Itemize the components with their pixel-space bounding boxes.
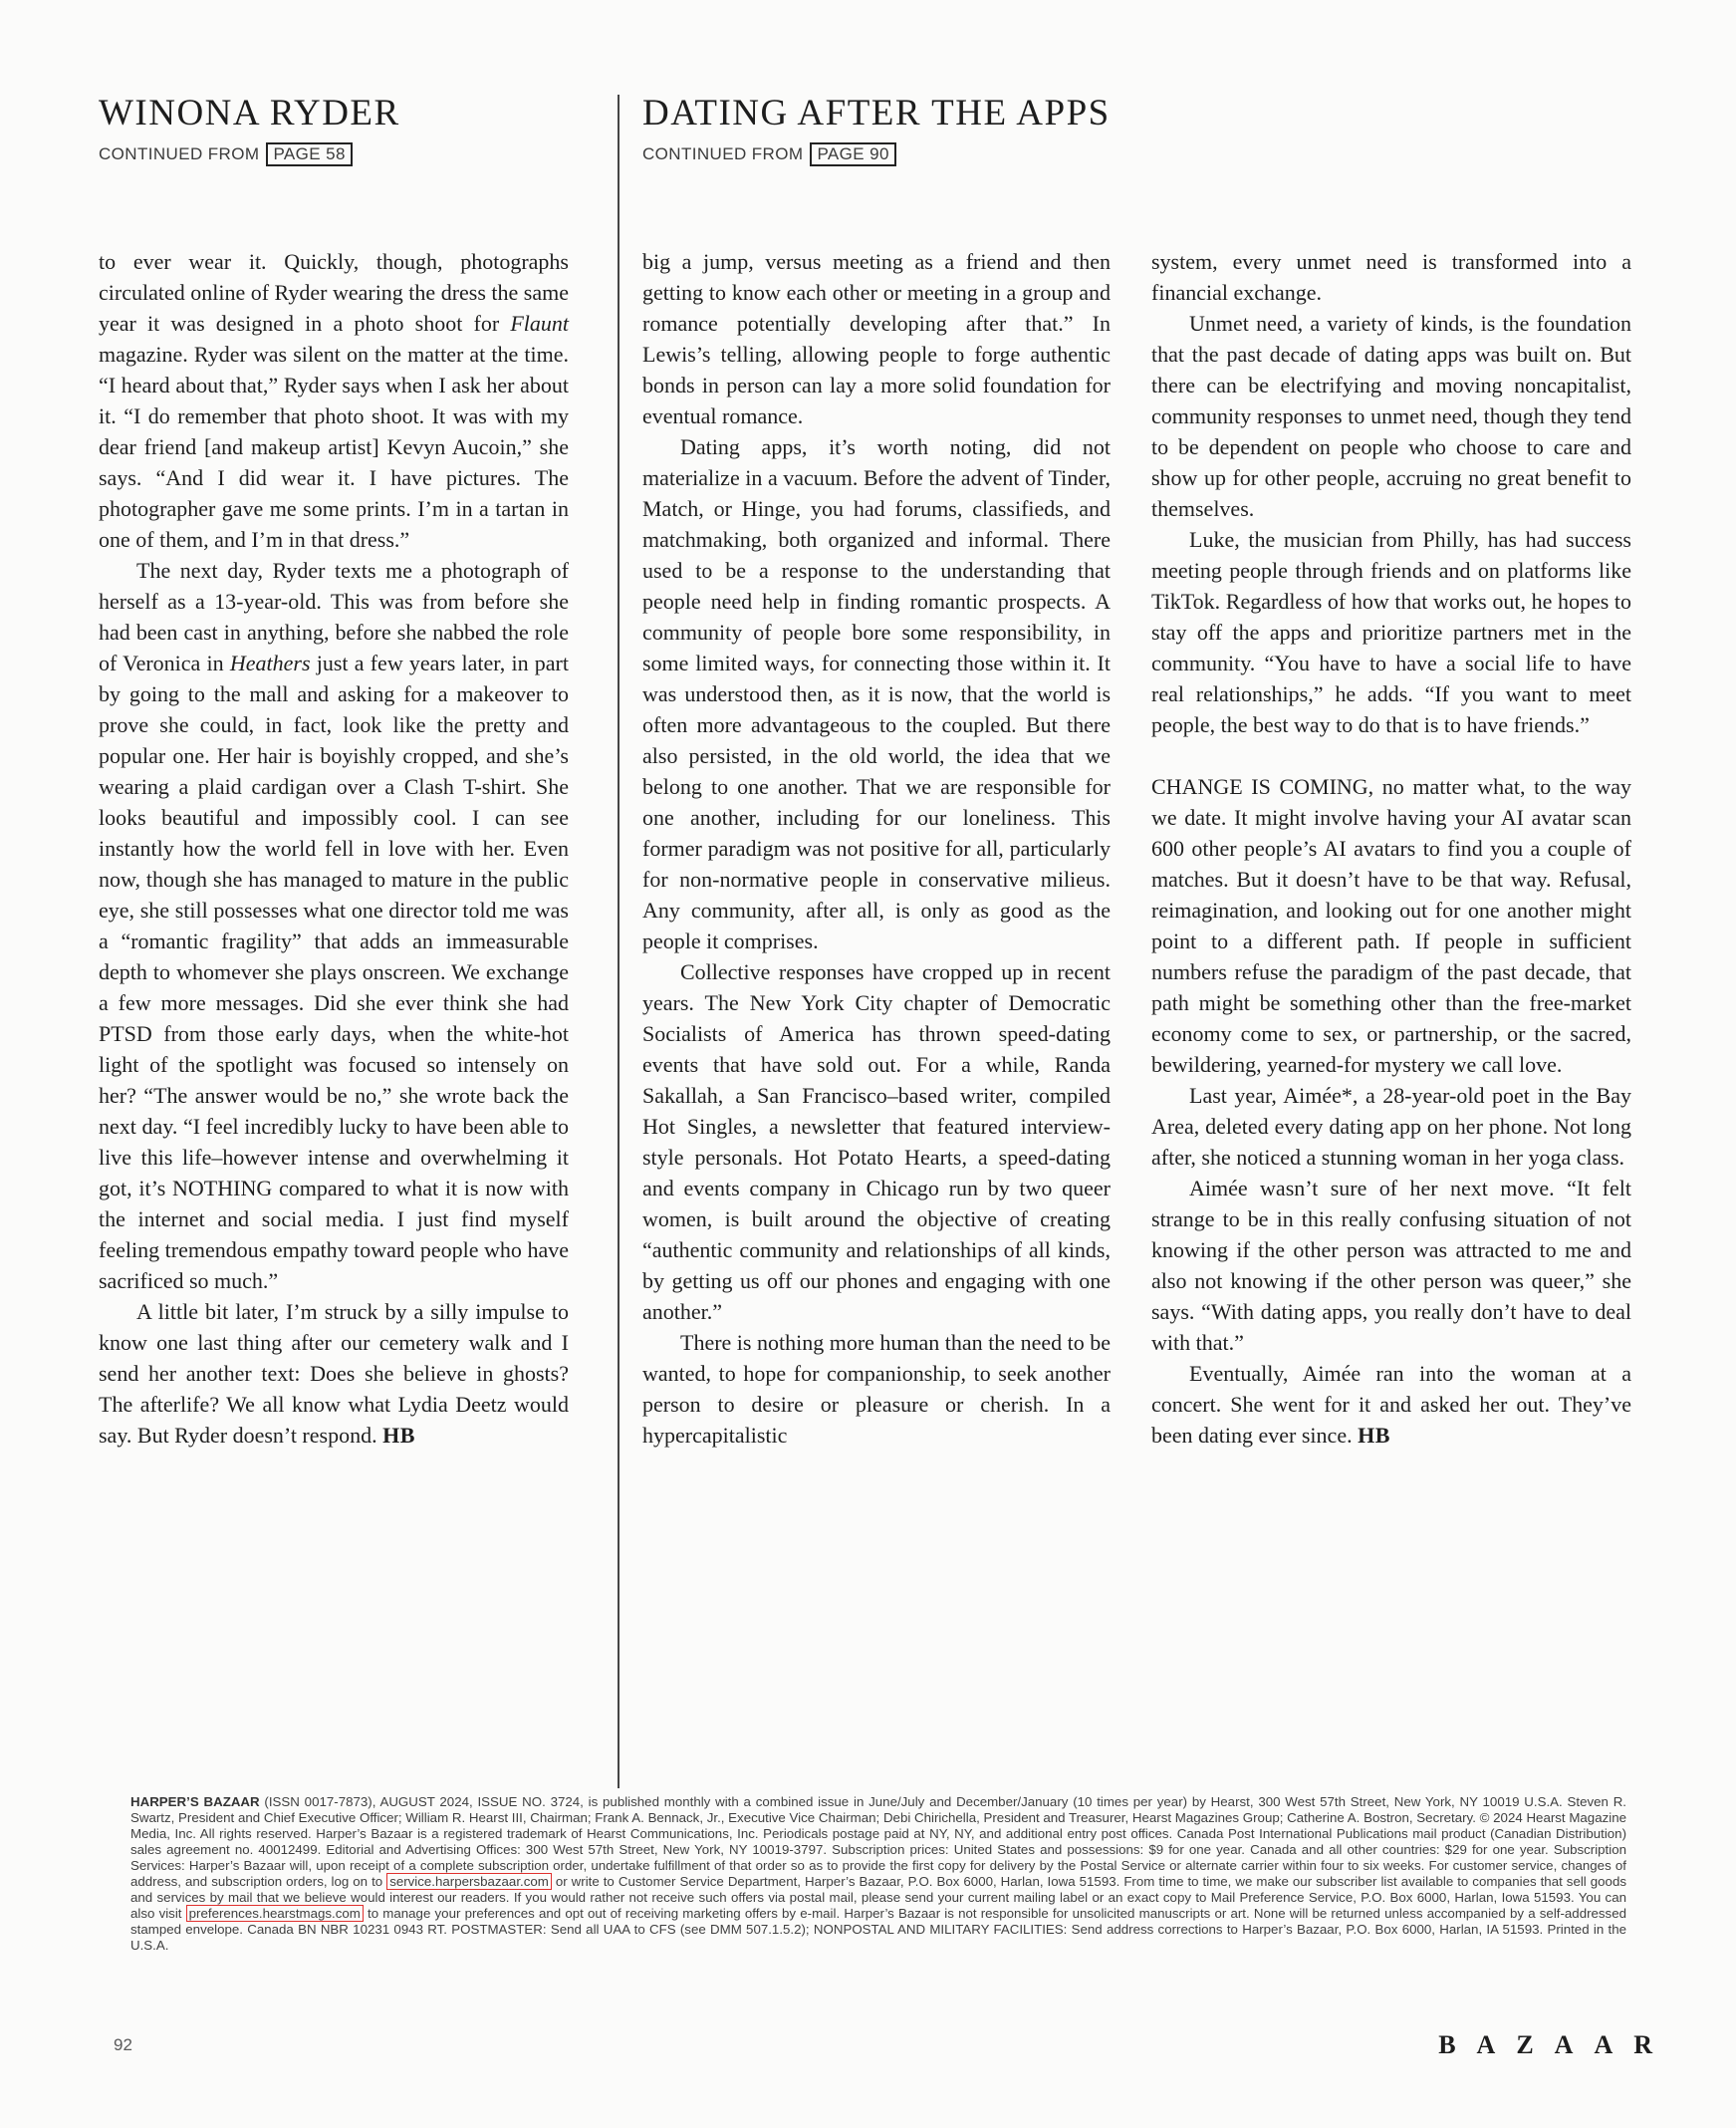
- winona-kicker: [99, 142, 400, 166]
- publication-name: HARPER’S BAZAAR: [130, 1794, 260, 1809]
- dating-kicker-label: CONTINUED FROM: [642, 143, 804, 163]
- page-number: 92: [114, 2035, 132, 2054]
- body-paragraph: There is nothing more human than the need to be wanted, to hope for companionship, to seek another person to desire or pleasure or cherish. In a hypercapitalistic: [642, 1330, 1111, 1448]
- legal-text: to manage your preferences and opt out of receiving marketing offers by e-mail. Harper’s Bazaar is not responsible for unsolicited manuscripts or art. None will be returned unless accompanied by a self-addressed stamped envelope. Canada BN NBR 10231 0943 RT. POSTMASTER: Send all UAA to CFS (see DMM 507.1.5.2); NONPOSTAL AND MILITARY FACILITIES: Send address corrections to Harper’s Bazaar, P.O. Box 6000, Harlan, IA 51593. Printed in the U.S.A.: [130, 1906, 1626, 1953]
- body-paragraph: to ever wear it. Quickly, though, photographs circulated online of Ryder wearing the dress the same year it was designed in a photo shoot for Flaunt magazine. Ryder was silent on the matter at the time. “I heard about that,” Ryder says when I ask her about it. “I do remember that photo shoot. It was with my dear friend [and makeup artist] Kevyn Aucoin,” she says. “And I did wear it. I have pictures. The photographer gave me some prints. I’m in a tartan in one of them, and I’m in that dress.”: [99, 249, 569, 552]
- publisher-statement: [130, 1794, 1626, 1954]
- dating-kicker: [642, 142, 1111, 166]
- page-58-link[interactable]: PAGE 58: [266, 142, 352, 166]
- page-90-link[interactable]: PAGE 90: [810, 142, 895, 166]
- bazaar-logo: BAZAAR: [1438, 2030, 1673, 2059]
- preferences-url-link[interactable]: preferences.hearstmags.com: [186, 1905, 364, 1922]
- column-divider-rule: [618, 95, 620, 1788]
- body-paragraph: The next day, Ryder texts me a photograph of herself as a 13-year-old. This was from before she had been cast in anything, before she nabbed the role of Veronica in Heathers just a few years later, in part by going to the mall and asking for a makeover to prove she could, in fact, look like the pretty and popular one. Her hair is boyishly cropped, and she’s wearing a plaid cardigan over a Clash T-shirt. She looks beautiful and impossibly cool. I can see instantly how the world fell in love with her. Even now, though she has managed to mature in the public eye, she still possesses what one director told me was a “romantic fragility” that adds an immeasurable depth to whomever she plays onscreen. We exchange a few more messages. Did she ever think she had PTSD from those early days, when the white-hot light of the spotlight was focused so intensely on her? “The answer would be no,” she wrote back the next day. “I feel incredibly lucky to have been able to live this life–however intense and overwhelming it got, it’s NOTHING compared to what it is now with the internet and social media. I just find myself feeling tremendous empathy toward people who have sacrificed so much.”: [99, 558, 569, 1293]
- dating-body-column-1: [642, 246, 1111, 1451]
- body-paragraph: Collective responses have cropped up in recent years. The New York City chapter of Democratic Socialists of America has thrown speed-dating events that have sold out. For a while, Randa Sakallah, a San Francisco–based writer, compiled Hot Singles, a newsletter that featured interview-style personals. Hot Potato Hearts, a speed-dating and events company in Chicago run by two queer women, is built around the objective of creating “authentic community and relationships of all kinds, by getting us off our phones and engaging with one another.”: [642, 959, 1111, 1324]
- dating-article-title: DATING AFTER THE APPS: [642, 93, 1111, 133]
- dating-article-header: [642, 95, 1111, 166]
- winona-article-header: [99, 95, 400, 166]
- body-paragraph: Eventually, Aimée ran into the woman at a concert. She went for it and asked her out. They’ve been dating ever since. HB: [1151, 1361, 1631, 1448]
- body-paragraph: CHANGE IS COMING, no matter what, to the way we date. It might involve having your AI avatar scan 600 other people’s AI avatars to find you a couple of matches. But it doesn’t have to be that way. Refusal, reimagination, and looking out for one another might point to a different path. If people in sufficient numbers refuse the paradigm of the past decade, that path might be something other than the free-market economy come to sex, or partnership, or the sacred, bewildering, yearned-for mystery we call love.: [1151, 774, 1631, 1077]
- body-paragraph: Luke, the musician from Philly, has had success meeting people through friends and on platforms like TikTok. Regardless of how that works out, he hopes to stay off the apps and prioritize partners met in the community. “You have to have a social life to have real relationships,” he adds. “If you want to meet people, the best way to do that is to have friends.”: [1151, 527, 1631, 737]
- body-paragraph: Unmet need, a variety of kinds, is the foundation that the past decade of dating apps was built on. But there can be electrifying and moving noncapitalist, community responses to unmet need, though they tend to be dependent on people who choose to care and show up for other people, accruing no great benefit to themselves.: [1151, 311, 1631, 521]
- body-paragraph: Aimée wasn’t sure of her next move. “It felt strange to be in this really confusing situation of not knowing if the other person was attracted to me and also not knowing if the other person was queer,” she says. “With dating apps, you really don’t have to deal with that.”: [1151, 1176, 1631, 1355]
- service-url-link[interactable]: service.harpersbazaar.com: [386, 1873, 552, 1890]
- body-paragraph: A little bit later, I’m struck by a silly impulse to know one last thing after our cemetery walk and I send her another text: Does she believe in ghosts? The afterlife? We all know what Lydia Deetz would say. But Ryder doesn’t respond. HB: [99, 1299, 569, 1448]
- winona-kicker-label: CONTINUED FROM: [99, 143, 260, 163]
- body-paragraph: Dating apps, it’s worth noting, did not materialize in a vacuum. Before the advent of Tinder, Match, or Hinge, you had forums, classifieds, and matchmaking, both organized and informal. There used to be a response to the understanding that people need help in finding romantic prospects. A community of people bore some responsibility, in some limited ways, for connecting those within it. It was understood then, as it is now, that the world is often more advantageous to the coupled. But there also persisted, in the old world, the idea that we belong to one another. That we are responsible for one another, including for our loneliness. This former paradigm was not positive for all, particularly for non-normative people in conservative milieus. Any community, after all, is only as good as the people it comprises.: [642, 434, 1111, 953]
- legal-text: or write to Customer Service Department, Harper’s Bazaar, P.O. Box 6000, Harlan, Iowa 51593. From time to time, we make our subscriber list available to companies that sell goods and services by mail that we believe would interest our readers. If you would rather not receive such offers via postal mail, please send your current mailing label or an exact copy to Mail Preference Service, P.O. Box 6000, Harlan, Iowa 51593. You can also visit: [130, 1874, 1626, 1921]
- body-paragraph: system, every unmet need is transformed into a financial exchange.: [1151, 249, 1631, 305]
- dating-body-column-2: [1151, 246, 1631, 1451]
- legal-text: (ISSN 0017-7873), AUGUST 2024, ISSUE NO. 3724, is published monthly with a combined issue in June/July and December/January (10 times per year) by Hearst, 300 West 57th Street, New York, NY 10019 U.S.A. Steven R. Swartz, President and Chief Executive Officer; William R. Hearst III, Chairman; Frank A. Bennack, Jr., Executive Vice Chairman; Debi Chirichella, President and Treasurer, Hearst Magazines Group; Catherine A. Bostron, Secretary. © 2024 Hearst Magazine Media, Inc. All rights reserved. Harper’s Bazaar is a registered trademark of Hearst Communications, Inc. Periodicals postage paid at NY, NY, and additional entry post offices. Canada Post International Publications mail product (Canadian Distribution) sales agreement no. 40012499. Editorial and Advertising Offices: 300 West 57th Street, New York, NY 10019-3797. Subscription prices: United States and possessions: $9 for one year. Canada and all other countries: $29 for one year. Subscription Services: Harper’s Bazaar will, upon receipt of a complete subscription order, undertake fulfillment of that order so as to provide the first copy for delivery by the Postal Service or alternate carrier within four to six weeks. For customer service, changes of address, and subscription orders, log on to: [130, 1794, 1626, 1889]
- body-paragraph: big a jump, versus meeting as a friend and then getting to know each other or meeting in a group and romance potentially developing after that.” In Lewis’s telling, allowing people to forge authentic bonds in person can lay a more solid foundation for eventual romance.: [642, 249, 1111, 428]
- winona-body-column: [99, 246, 569, 1451]
- body-paragraph: Last year, Aimée*, a 28-year-old poet in the Bay Area, deleted every dating app on her phone. Not long after, she noticed a stunning woman in her yoga class.: [1151, 1083, 1631, 1170]
- winona-article-title: WINONA RYDER: [99, 93, 400, 133]
